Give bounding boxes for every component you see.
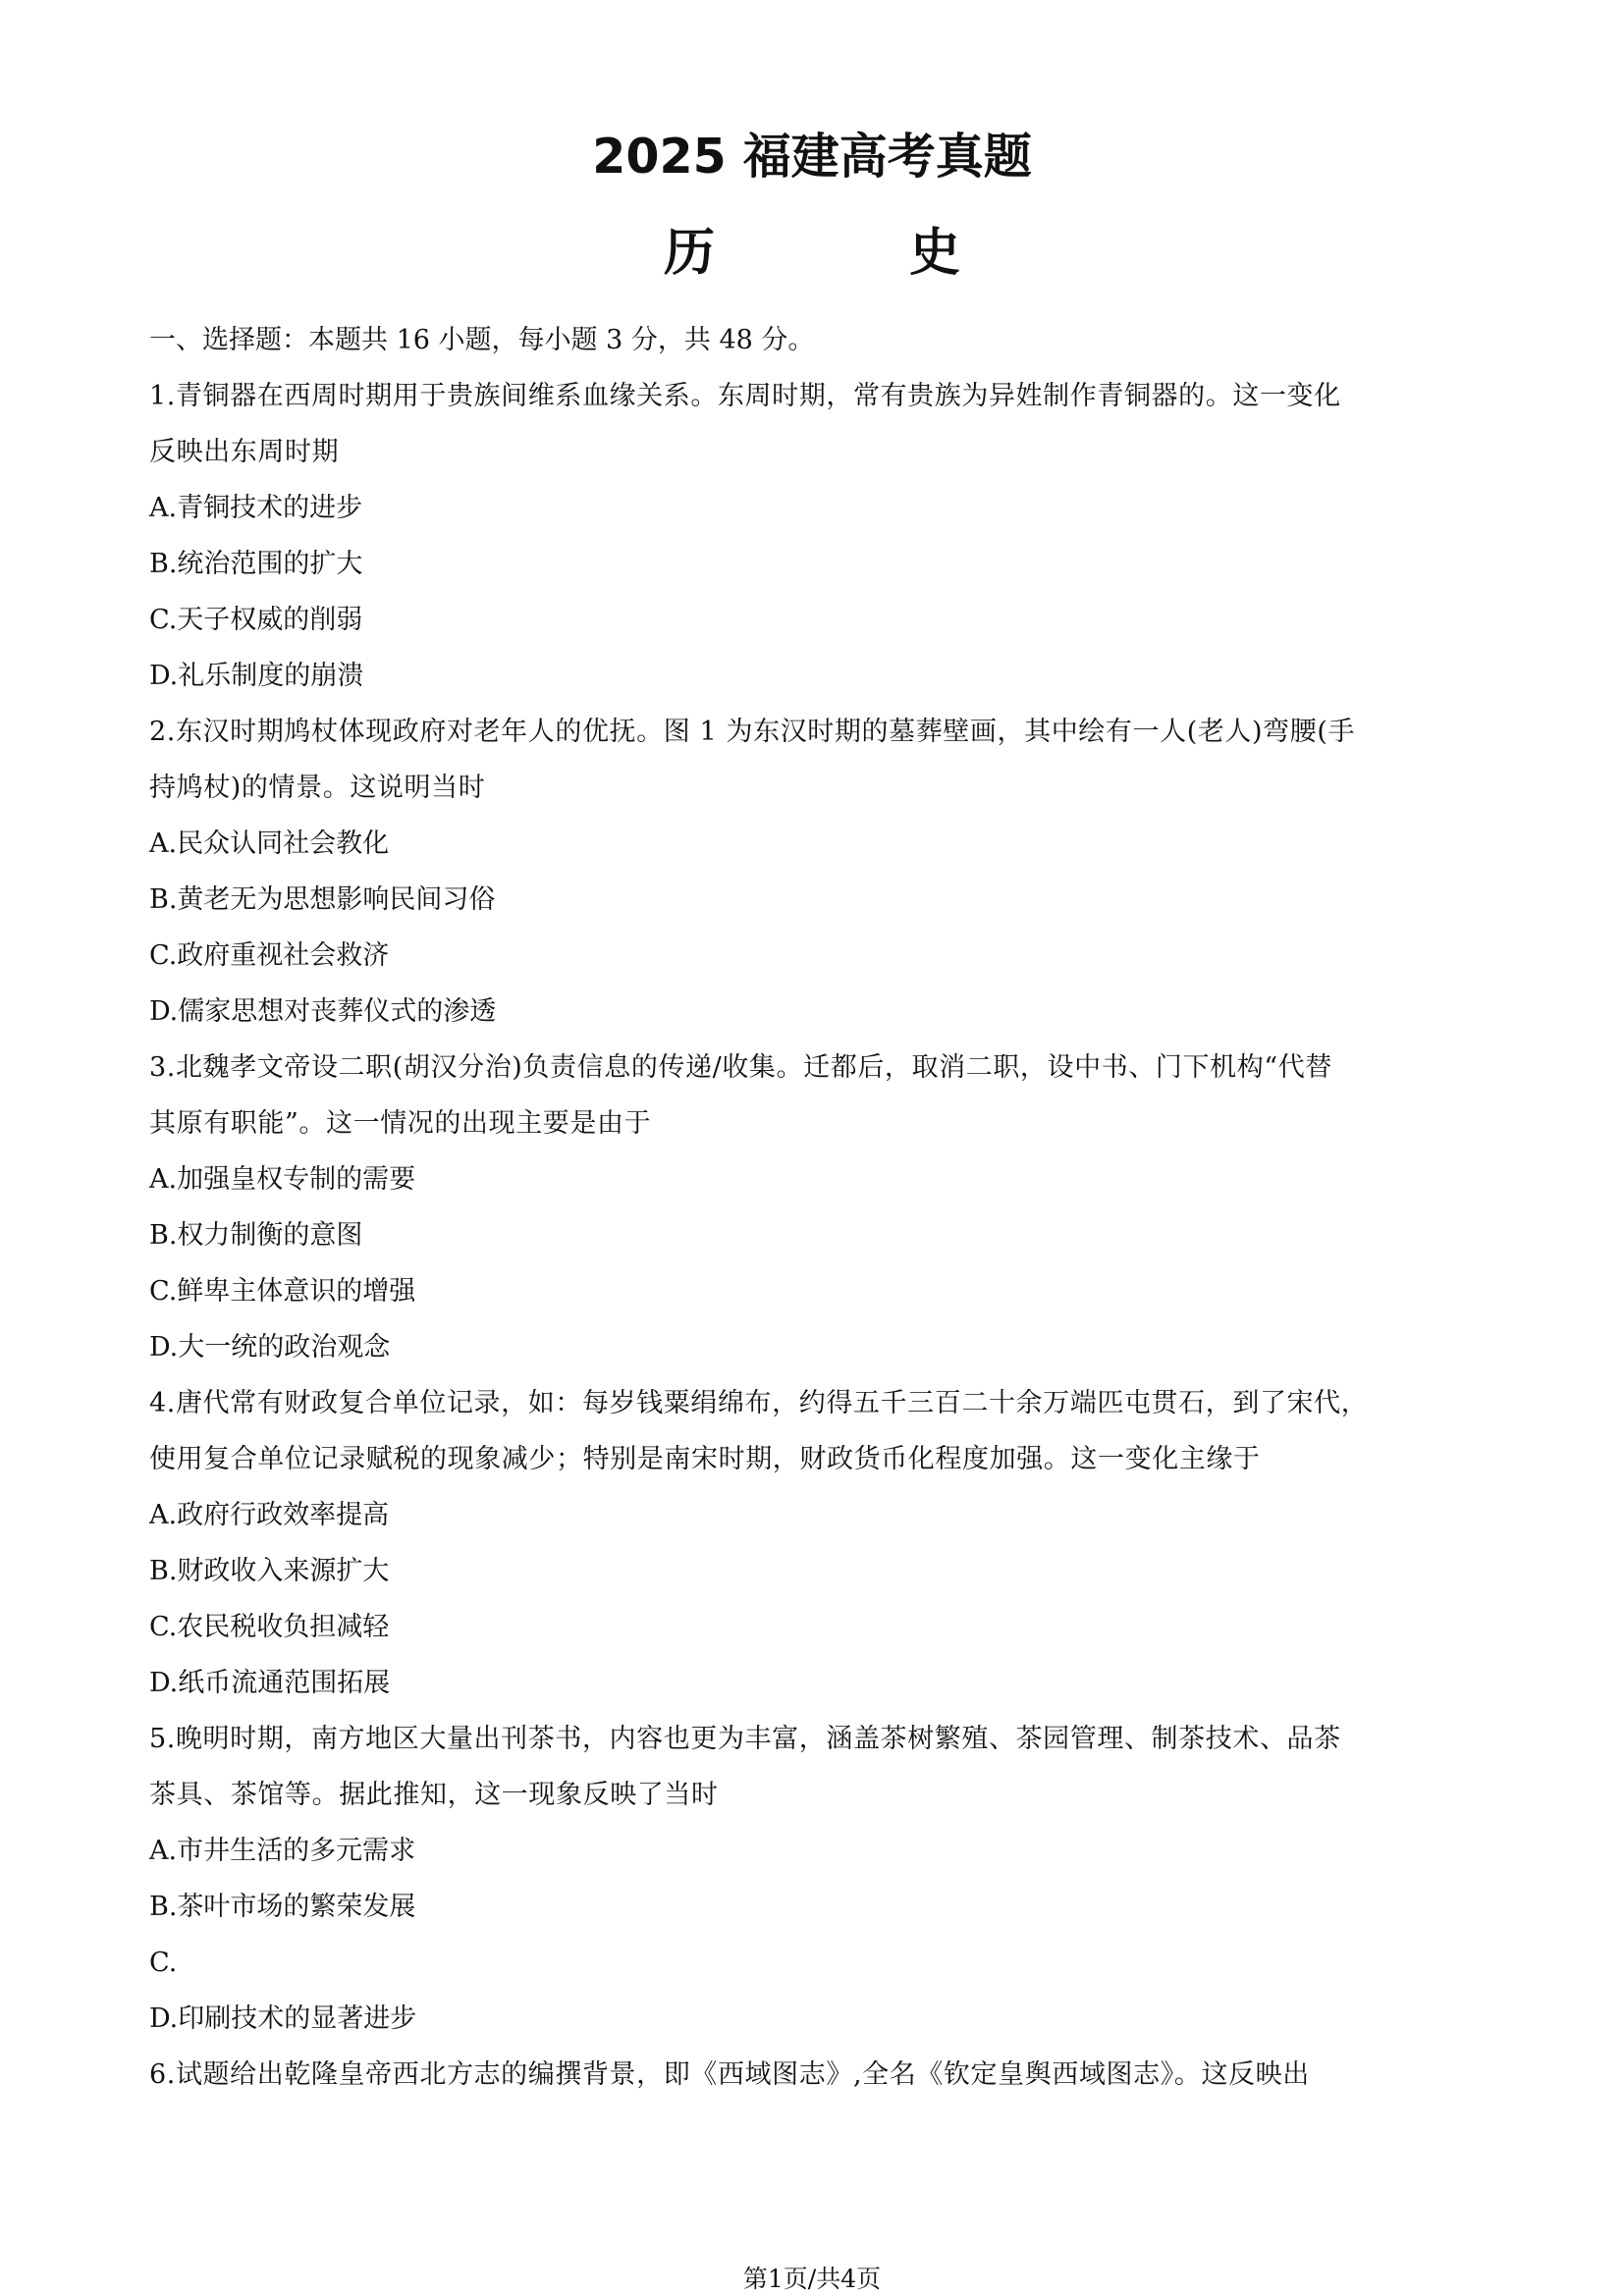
answer-option-d: D.印刷技术的显著进步: [149, 2003, 417, 2034]
answer-option-c: C.鲜卑主体意识的增强: [149, 1276, 416, 1307]
answer-option-c: C.农民税收负担减轻: [149, 1612, 390, 1642]
subject-title: 历 史: [663, 224, 1050, 283]
question-5: [149, 1711, 1485, 2047]
answer-option-c: C.天子权威的削弱: [149, 605, 363, 635]
question-stem-line: 6.试题给出乾隆皇帝西北方志的编撰背景，即《西域图志》,全名《钦定皇舆西域图志》。这反映出: [149, 2059, 1310, 2090]
answer-option-d: D.礼乐制度的崩溃: [149, 661, 364, 691]
answer-option-d: D.儒家思想对丧葬仪式的渗透: [149, 996, 497, 1027]
question-1: [149, 368, 1485, 704]
exam-content: [149, 312, 1485, 2103]
page-number-footer: 第1页/共4页: [742, 2265, 882, 2293]
answer-option-b: B.财政收入来源扩大: [149, 1556, 390, 1586]
question-stem-line: 3.北魏孝文帝设二职(胡汉分治)负责信息的传递/收集。迁都后，取消二职，设中书、门下机构“代替: [149, 1052, 1332, 1083]
answer-option-b: B.统治范围的扩大: [149, 549, 363, 579]
answer-option-a: A.加强皇权专制的需要: [149, 1164, 416, 1195]
question-stem-line: 4.唐代常有财政复合单位记录，如：每岁钱粟绢绵布，约得五千三百二十余万端匹屯贯石，到了宋代，: [149, 1388, 1369, 1418]
question-stem-line: 5.晚明时期，南方地区大量出刊茶书，内容也更为丰富，涵盖茶树繁殖、茶园管理、制茶技术、品茶: [149, 1724, 1341, 1754]
question-stem-line: 持鸠杖)的情景。这说明当时: [149, 773, 486, 803]
question-stem-line: 其原有职能”。这一情况的出现主要是由于: [149, 1108, 652, 1139]
question-6: [149, 2047, 1485, 2103]
answer-option-b: B.茶叶市场的繁荣发展: [149, 1892, 416, 1922]
answer-option-b: B.黄老无为思想影响民间习俗: [149, 884, 496, 915]
question-stem-line: 1.青铜器在西周时期用于贵族间维系血缘关系。东周时期，常有贵族为异姓制作青铜器的。这一变化: [149, 381, 1341, 411]
answer-option-a: A.政府行政效率提高: [149, 1500, 390, 1530]
answer-option-c: C.: [149, 1948, 178, 1978]
answer-option-b: B.权力制衡的意图: [149, 1220, 363, 1251]
question-stem-line: 茶具、茶馆等。据此推知，这一现象反映了当时: [149, 1780, 719, 1810]
answer-option-c: C.政府重视社会救济: [149, 940, 390, 971]
answer-option-d: D.大一统的政治观念: [149, 1332, 391, 1362]
answer-option-a: A.市井生活的多元需求: [149, 1836, 416, 1866]
answer-option-a: A.民众认同社会教化: [149, 828, 390, 859]
answer-option-d: D.纸币流通范围拓展: [149, 1668, 391, 1698]
question-4: [149, 1375, 1485, 1711]
question-3: [149, 1040, 1485, 1375]
page-title: 2025 福建高考真题: [592, 129, 1032, 185]
question-2: [149, 704, 1485, 1040]
section-heading: 一、选择题：本题共 16 小题，每小题 3 分，共 48 分。: [149, 325, 815, 355]
answer-option-a: A.青铜技术的进步: [149, 493, 363, 523]
question-stem-line: 使用复合单位记录赋税的现象减少；特别是南宋时期，财政货币化程度加强。这一变化主缘于: [149, 1444, 1261, 1474]
question-stem-line: 反映出东周时期: [149, 437, 340, 467]
question-stem-line: 2.东汉时期鸠杖体现政府对老年人的优抚。图 1 为东汉时期的墓葬壁画，其中绘有一人(老人)弯腰(手: [149, 717, 1356, 747]
